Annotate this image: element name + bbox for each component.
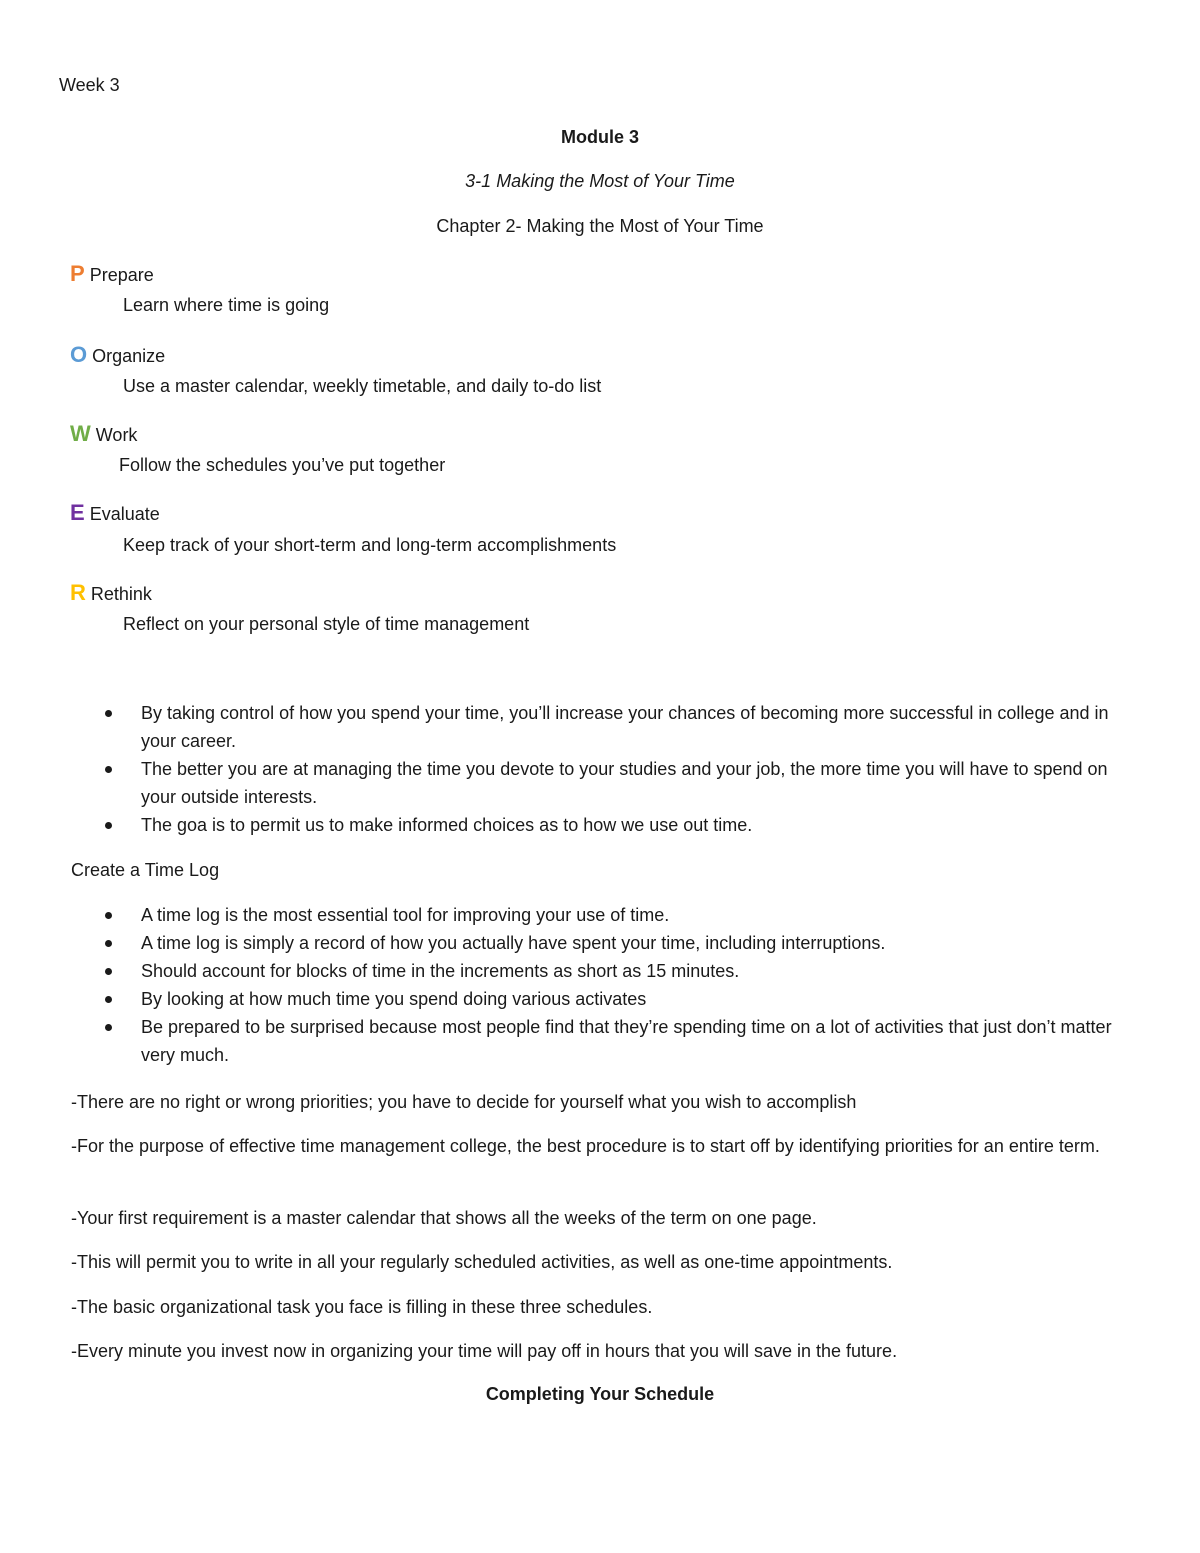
power-item-prepare [70,263,154,286]
power-title: Organize [92,346,166,366]
list-item [0,957,1200,985]
list-item-text: A time log is the most essential tool for improving your use of time. [141,905,670,925]
paragraph-scheduled-activities: -This will permit you to write in all your regularly scheduled activities, as well as one-time appointments. [71,1252,893,1272]
list-item [0,699,1200,755]
week-label: Week 3 [59,75,120,95]
list-item-text: Should account for blocks of time in the increments as short as 15 minutes. [141,961,740,981]
module-title: Module 3 [560,127,639,147]
section-heading-schedule: Completing Your Schedule [485,1384,715,1404]
power-desc-evaluate: Keep track of your short-term and long-term accomplishments [123,535,617,555]
power-letter-e: E [70,500,85,525]
power-letter-p: P [70,261,85,286]
bullet-list-time-log [0,901,1200,1069]
list-item [0,985,1200,1013]
power-desc-prepare: Learn where time is going [123,295,330,315]
list-item [0,901,1200,929]
list-item-text: By taking control of how you spend your time, you’ll increase your chances of becoming more successful in college and in your career. [141,703,1109,751]
list-item [0,811,1200,839]
power-item-evaluate [70,502,160,525]
power-desc-work: Follow the schedules you’ve put together [119,455,446,475]
paragraph-master-calendar: -Your first requirement is a master calendar that shows all the weeks of the term on one page. [71,1208,817,1228]
bullet-icon [105,710,112,717]
power-item-work [70,423,137,446]
power-title: Rethink [90,584,152,604]
list-item [0,755,1200,811]
bullet-icon [105,940,112,947]
paragraph-every-minute: -Every minute you invest now in organizing your time will pay off in hours that you will save in the future. [71,1341,898,1361]
paragraph-priorities: -There are no right or wrong priorities; you have to decide for yourself what you wish to accomplish [71,1092,857,1112]
list-item [0,929,1200,957]
time-log-heading: Create a Time Log [71,860,220,880]
list-item-text: A time log is simply a record of how you actually have spent your time, including interruptions. [141,933,886,953]
paragraph-purpose: -For the purpose of effective time management college, the best procedure is to start off by identifying priorities for an entire term. [71,1136,1100,1156]
bullet-icon [105,968,112,975]
power-item-organize [70,344,165,367]
power-item-rethink [70,582,152,605]
power-desc-rethink: Reflect on your personal style of time management [123,614,530,634]
power-title: Prepare [89,265,154,285]
power-title: Evaluate [89,504,160,524]
power-desc-organize: Use a master calendar, weekly timetable, and daily to-do list [123,376,602,396]
list-item-text: Be prepared to be surprised because most people find that they’re spending time on a lot of activities that just don’t matter very much. [141,1017,1112,1065]
list-item-text: The goa is to permit us to make informed choices as to how we use out time. [141,815,753,835]
power-title: Work [95,425,138,445]
list-item-text: By looking at how much time you spend doing various activates [141,989,647,1009]
power-letter-w: W [70,421,91,446]
bullet-icon [105,996,112,1003]
section-title: 3-1 Making the Most of Your Time [465,171,735,191]
bullet-icon [105,912,112,919]
list-item-text: The better you are at managing the time you devote to your studies and your job, the more time you will have to spend on your outside interests. [141,759,1108,807]
bullet-list-intro [0,699,1200,839]
power-letter-r: R [70,580,86,605]
list-item [0,1013,1200,1069]
chapter-title: Chapter 2- Making the Most of Your Time [436,216,764,236]
bullet-icon [105,766,112,773]
bullet-icon [105,1024,112,1031]
paragraph-organizational-task: -The basic organizational task you face is filling in these three schedules. [71,1297,653,1317]
bullet-icon [105,822,112,829]
power-letter-o: O [70,342,88,367]
